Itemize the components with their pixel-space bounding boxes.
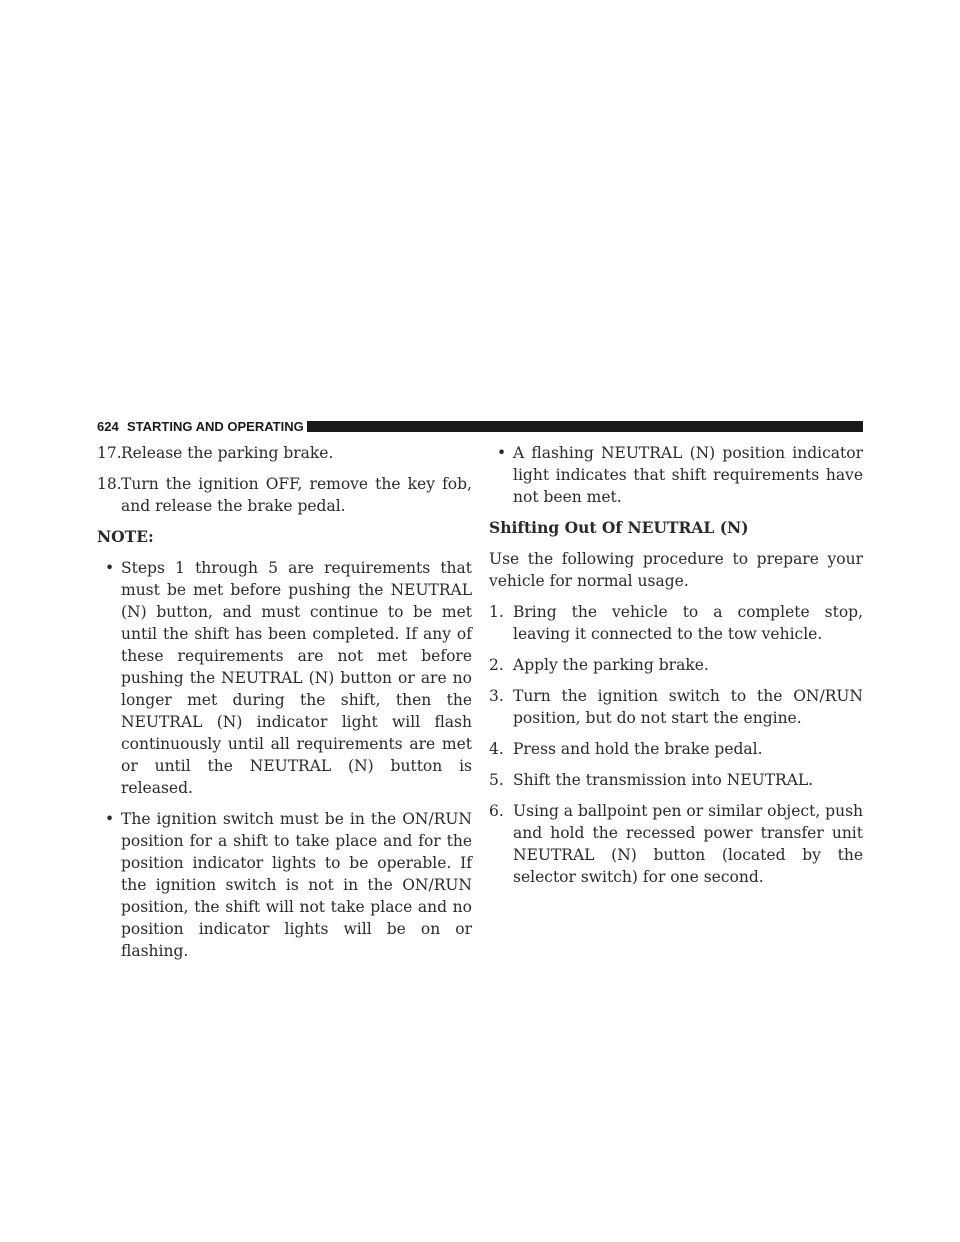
header-rule bbox=[307, 421, 863, 432]
bullet-text: A flashing NEUTRAL (N) position indicator light indicates that shift requirements have not been met. bbox=[513, 444, 863, 506]
step-number: 1. bbox=[489, 603, 504, 621]
step-number: 2. bbox=[489, 656, 504, 674]
step-text: Turn the ignition OFF, remove the key fob, and release the brake pedal. bbox=[121, 475, 472, 515]
note-label: NOTE: bbox=[97, 527, 154, 546]
step-2 bbox=[489, 654, 863, 676]
bullet-icon: • bbox=[497, 444, 507, 462]
step-18 bbox=[97, 473, 472, 517]
step-number: 5. bbox=[489, 771, 504, 789]
step-text: Shift the transmission into NEUTRAL. bbox=[513, 771, 814, 789]
step-text: Bring the vehicle to a complete stop, leaving it connected to the tow vehicle. bbox=[513, 603, 863, 643]
note-bullet bbox=[489, 442, 863, 508]
step-number: 6. bbox=[489, 802, 504, 820]
page-header bbox=[97, 419, 863, 435]
bullet-text: The ignition switch must be in the ON/RUN position for a shift to take place and for the position indicator lights to be operable. If the ignition switch is not in the ON/RUN position, the shift will not take place and no position indicator lights will be on or flashing. bbox=[121, 810, 472, 960]
section-title: STARTING AND OPERATING bbox=[127, 419, 304, 434]
step-text: Apply the parking brake. bbox=[513, 656, 709, 674]
step-text: Release the parking brake. bbox=[121, 444, 334, 462]
step-6 bbox=[489, 800, 863, 888]
note-bullet bbox=[97, 557, 472, 799]
page-number: 624 bbox=[97, 419, 119, 434]
step-1 bbox=[489, 601, 863, 645]
step-number: 18. bbox=[97, 475, 122, 493]
step-5 bbox=[489, 769, 863, 791]
step-3 bbox=[489, 685, 863, 729]
step-number: 17. bbox=[97, 444, 122, 462]
step-text: Press and hold the brake pedal. bbox=[513, 740, 763, 758]
bullet-text: Steps 1 through 5 are requirements that must be met before pushing the NEUTRAL (N) button, and must continue to be met until the shift has been completed. If any of these requirements are not met before pushing the NEUTRAL (N) button or are no longer met during the shift, then the NEUTRAL (N) indicator light will flash continuously until all requirements are met or until the NEUTRAL (N) button is released. bbox=[121, 559, 472, 797]
step-number: 4. bbox=[489, 740, 504, 758]
intro-paragraph: Use the following procedure to prepare your vehicle for normal usage. bbox=[489, 550, 863, 590]
note-bullet bbox=[97, 808, 472, 962]
step-4 bbox=[489, 738, 863, 760]
bullet-icon: • bbox=[105, 810, 115, 828]
bullet-icon: • bbox=[105, 559, 115, 577]
step-17 bbox=[97, 442, 472, 464]
step-text: Using a ballpoint pen or similar object, push and hold the recessed power transfer unit NEUTRAL (N) button (located by the selector switch) for one second. bbox=[513, 802, 864, 886]
left-column bbox=[97, 442, 472, 971]
step-text: Turn the ignition switch to the ON/RUN position, but do not start the engine. bbox=[513, 687, 863, 727]
section-heading: Shifting Out Of NEUTRAL (N) bbox=[489, 518, 749, 537]
right-column bbox=[489, 442, 863, 897]
step-number: 3. bbox=[489, 687, 504, 705]
